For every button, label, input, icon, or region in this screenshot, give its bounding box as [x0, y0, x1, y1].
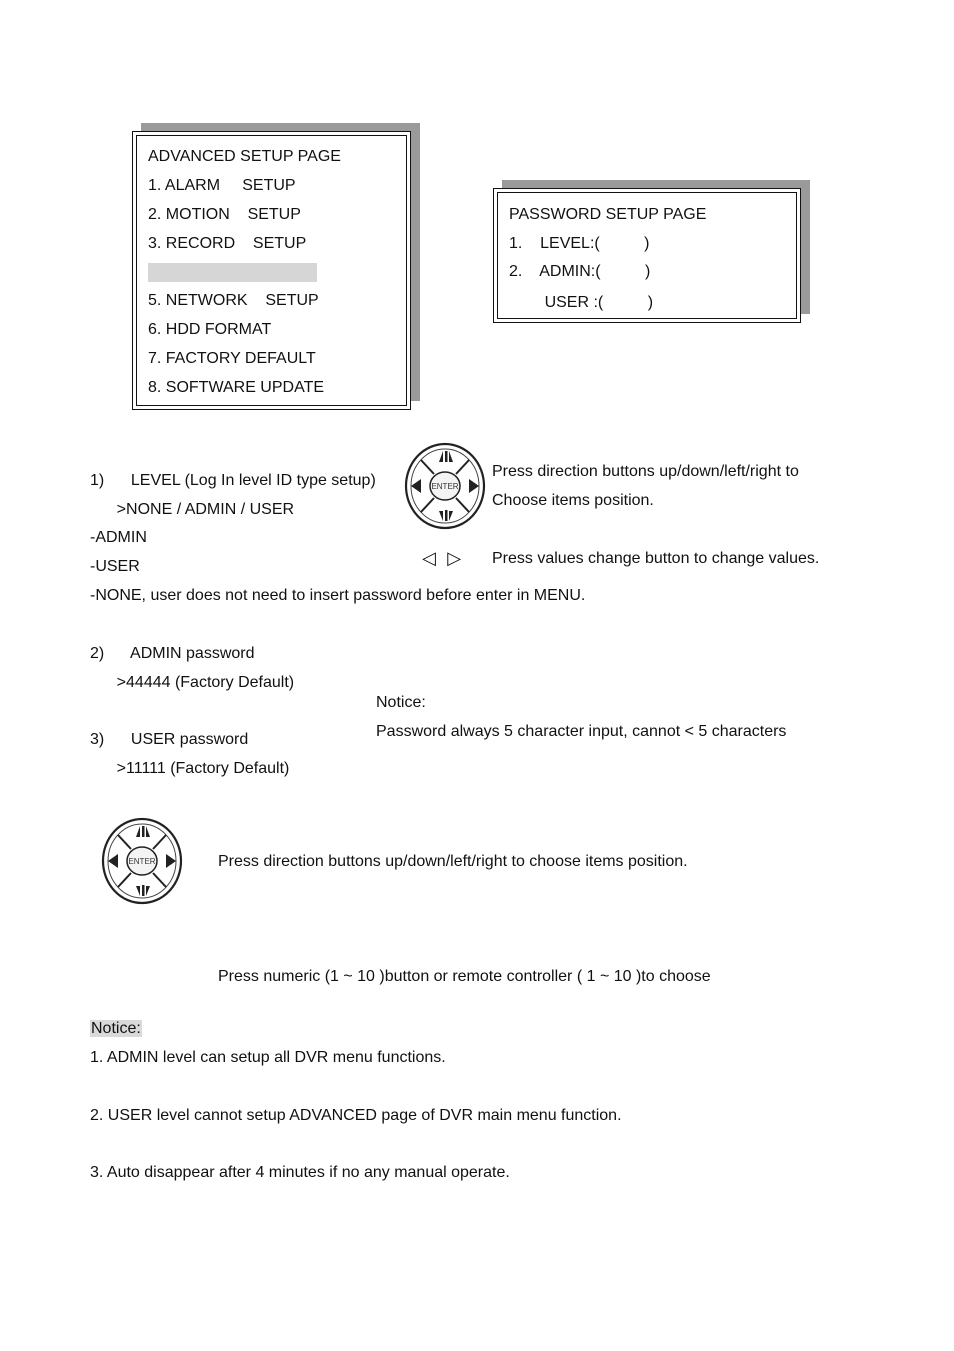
password-item-admin[interactable]: 2. ADMIN:( )	[509, 263, 651, 280]
level-heading: 1) LEVEL (Log In level ID type setup)	[90, 472, 376, 489]
pad-help2-line2: Press numeric (1 ~ 10 )button or remote controller ( 1 ~ 10 )to choose	[218, 968, 711, 985]
note-item-3: 3. Auto disappear after 4 minutes if no any manual operate.	[90, 1164, 510, 1181]
notes-title-text: Notice:	[91, 1020, 141, 1037]
advanced-menu-title: ADVANCED SETUP PAGE	[148, 148, 341, 165]
notice-mid-title: Notice:	[376, 694, 426, 711]
admin-heading: 2) ADMIN password	[90, 645, 255, 662]
pad-help2-line1: Press direction buttons up/down/left/right to choose items position.	[218, 853, 688, 870]
password-item-user[interactable]: USER :( )	[509, 294, 654, 311]
advanced-setup-menu	[132, 131, 411, 410]
menu-item-password-setup-highlight[interactable]	[148, 263, 317, 282]
value-change-help: Press values change button to change values.	[492, 550, 820, 567]
enter-label-2: ENTER	[128, 857, 156, 866]
direction-pad-icon-2	[100, 817, 184, 905]
enter-label: ENTER	[431, 482, 459, 491]
pad-help-line1: Press direction buttons up/down/left/right to	[492, 463, 799, 480]
level-none: -NONE, user does not need to insert password before enter in MENU.	[90, 587, 586, 604]
password-item-level[interactable]: 1. LEVEL:( )	[509, 235, 650, 252]
menu-item-hdd-format[interactable]: 6. HDD FORMAT	[148, 321, 272, 338]
password-setup-menu	[493, 188, 801, 323]
note-item-1: 1. ADMIN level can setup all DVR menu functions.	[90, 1049, 446, 1066]
value-change-arrows-icon: ◁ ▷	[422, 548, 462, 569]
menu-item-motion-setup[interactable]: 2. MOTION SETUP	[148, 206, 301, 223]
menu-item-factory-default[interactable]: 7. FACTORY DEFAULT	[148, 350, 316, 367]
notice-mid-text: Password always 5 character input, cannot < 5 characters	[376, 723, 787, 740]
menu-item-network-setup[interactable]: 5. NETWORK SETUP	[148, 292, 319, 309]
menu-item-record-setup[interactable]: 3. RECORD SETUP	[148, 235, 307, 252]
menu-item-software-update[interactable]: 8. SOFTWARE UPDATE	[148, 379, 325, 396]
user-default: >11111 (Factory Default)	[90, 760, 290, 777]
password-menu-title: PASSWORD SETUP PAGE	[509, 206, 707, 223]
menu-item-alarm-setup[interactable]: 1. ALARM SETUP	[148, 177, 296, 194]
note-item-2: 2. USER level cannot setup ADVANCED page of DVR main menu function.	[90, 1107, 622, 1124]
direction-pad-icon	[403, 442, 487, 530]
notes-title	[90, 1019, 142, 1039]
pad-help-line2: Choose items position.	[492, 492, 654, 509]
admin-default: >44444 (Factory Default)	[90, 674, 295, 691]
level-user: -USER	[90, 558, 140, 575]
user-heading: 3) USER password	[90, 731, 249, 748]
level-admin: -ADMIN	[90, 529, 147, 546]
level-options: >NONE / ADMIN / USER	[90, 501, 295, 518]
